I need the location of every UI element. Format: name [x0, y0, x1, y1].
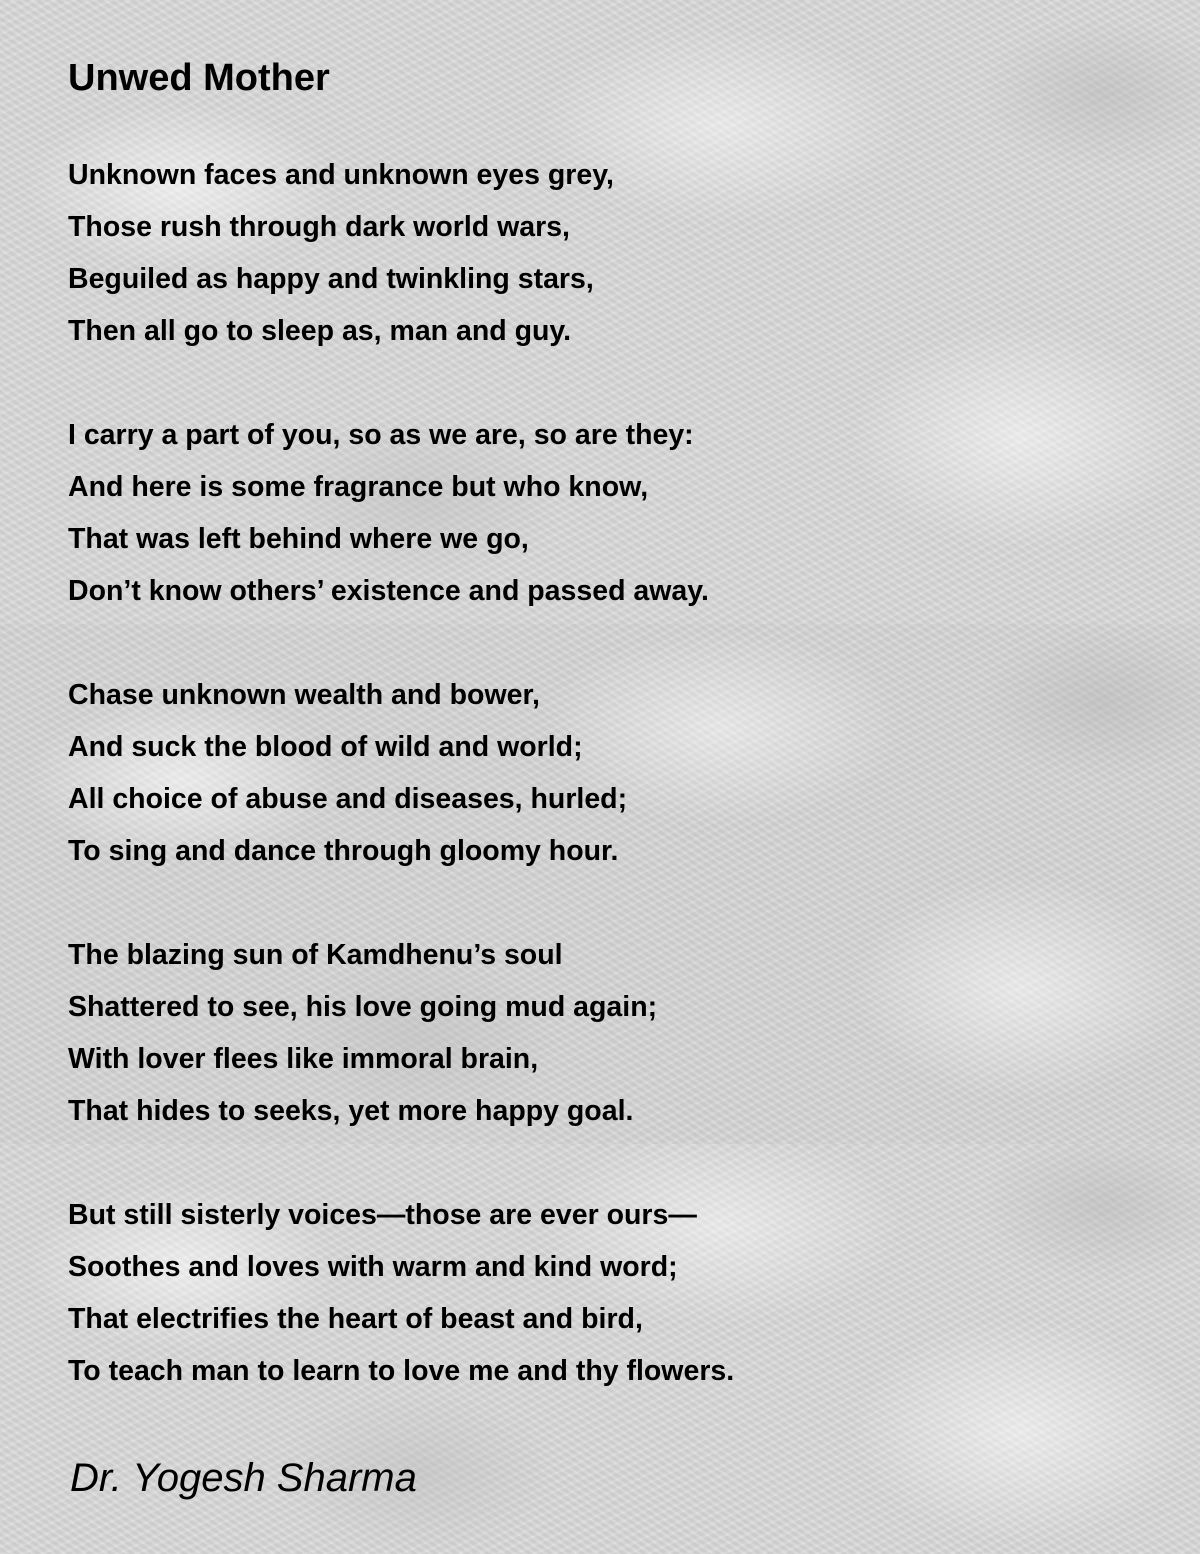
poem-line: That electrifies the heart of beast and bird, — [68, 1303, 643, 1335]
poem-line: Unknown faces and unknown eyes grey, — [68, 159, 614, 191]
poem-title: Unwed Mother — [68, 57, 330, 99]
poem-line: To teach man to learn to love me and thy flowers. — [68, 1355, 735, 1387]
stanza-5 — [68, 1189, 734, 1397]
poem-line: And here is some fragrance but who know, — [68, 471, 649, 503]
poem-line: With lover flees like immoral brain, — [68, 1043, 539, 1075]
stanza-2 — [68, 409, 709, 617]
poem-line: That was left behind where we go, — [68, 523, 529, 555]
stanza-3 — [68, 669, 627, 877]
poem-line: But still sisterly voices—those are ever ours— — [68, 1199, 697, 1231]
poem-line: Don’t know others’ existence and passed away. — [68, 575, 709, 607]
poem-line: Beguiled as happy and twinkling stars, — [68, 263, 594, 295]
poem-line: Soothes and loves with warm and kind word; — [68, 1251, 678, 1283]
poem-line: To sing and dance through gloomy hour. — [68, 835, 619, 867]
stanza-4 — [68, 929, 657, 1137]
poem-line: All choice of abuse and diseases, hurled; — [68, 783, 628, 815]
poem-line: I carry a part of you, so as we are, so are they: — [68, 419, 694, 451]
poem-line: Chase unknown wealth and bower, — [68, 679, 540, 711]
poem-line: Shattered to see, his love going mud again; — [68, 991, 658, 1023]
poem-author: Dr. Yogesh Sharma — [70, 1456, 417, 1500]
poem-line: That hides to seeks, yet more happy goal. — [68, 1095, 634, 1127]
stanza-1 — [68, 149, 614, 357]
poem-line: Those rush through dark world wars, — [68, 211, 570, 243]
poem-line: Then all go to sleep as, man and guy. — [68, 315, 572, 347]
poem-line: And suck the blood of wild and world; — [68, 731, 583, 763]
poem-line: The blazing sun of Kamdhenu’s soul — [68, 939, 563, 971]
